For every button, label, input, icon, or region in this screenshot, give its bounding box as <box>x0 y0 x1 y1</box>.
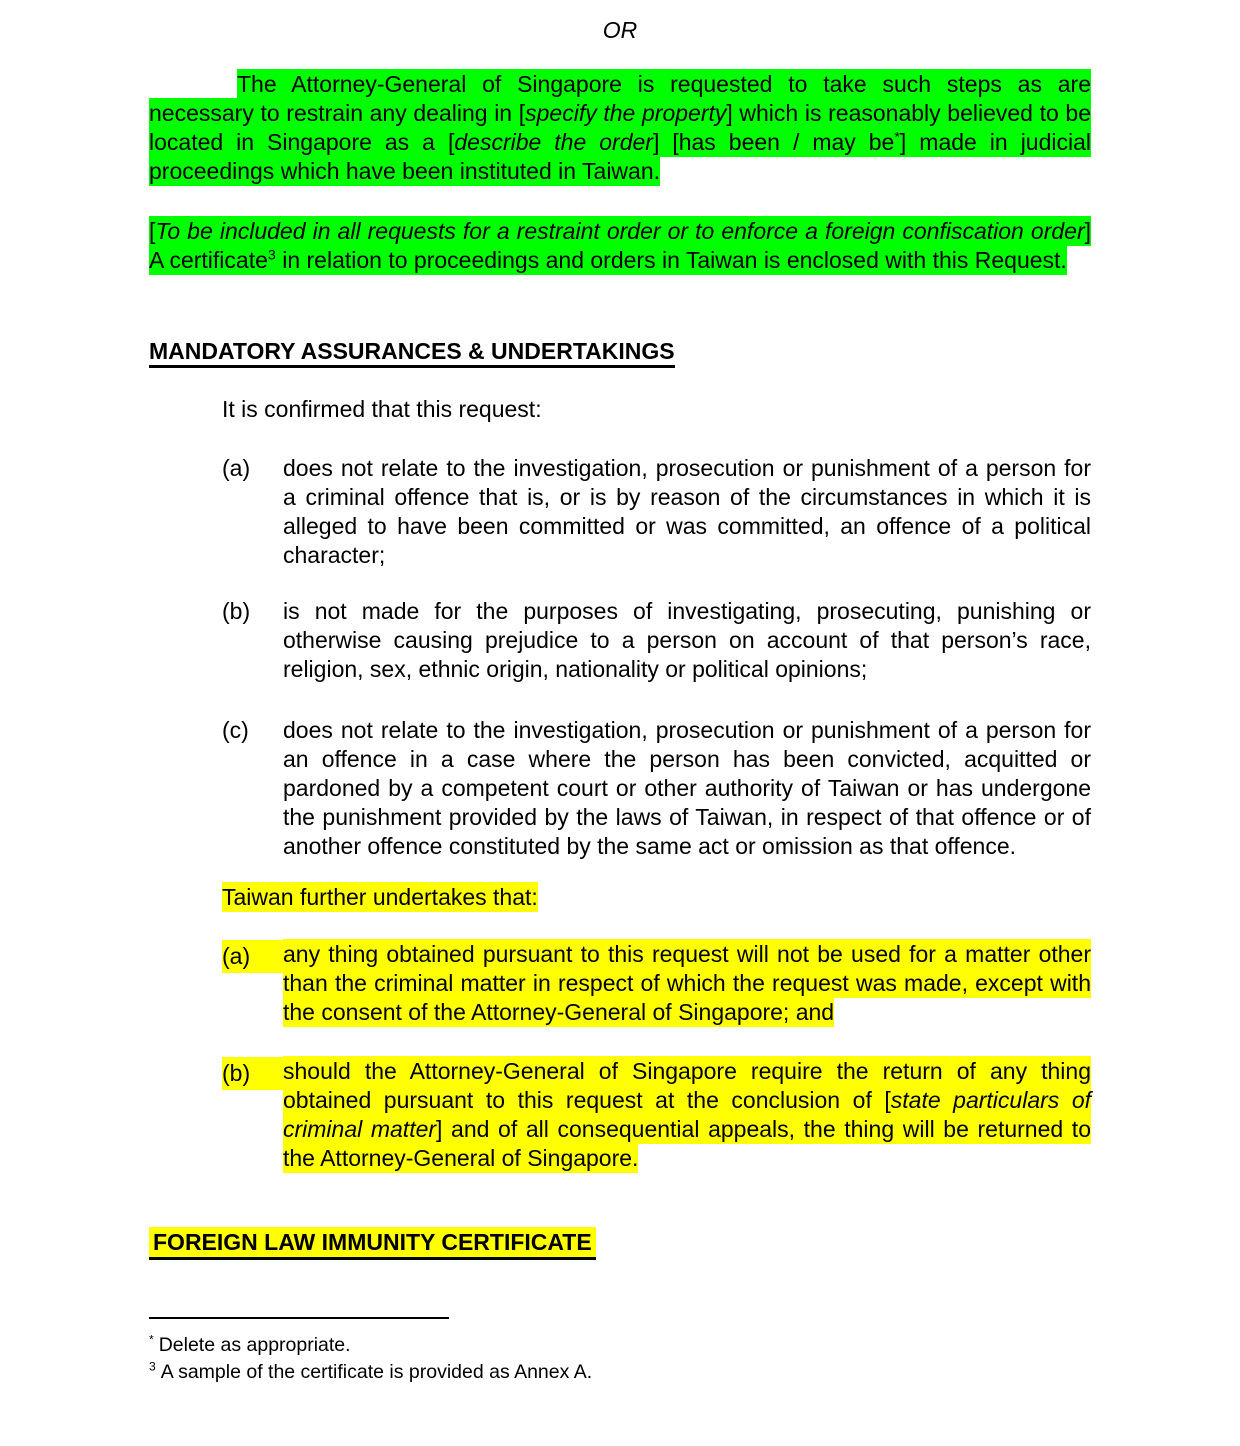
undertakes-item-a <box>222 940 1091 1027</box>
certificate-enclosed-paragraph <box>149 217 1091 275</box>
yellow-highlight: any thing obtained pursuant to this request will not be used for a matter other than the criminal matter in respect of which the request was made, except with the consent of the Attorney-General of Singapore; and <box>283 941 1091 1025</box>
bracket-open: [ <box>149 218 156 244</box>
footnote-text: Delete as appropriate. <box>158 1334 351 1356</box>
certificate-text-2: in relation to proceedings and orders in Taiwan is enclosed with this Request. <box>275 247 1067 273</box>
request-text-4: ] made in judicial proceedings which have been instituted in Taiwan. <box>149 129 1092 184</box>
yellow-highlight: Taiwan further undertakes that: <box>222 884 538 910</box>
yellow-highlight <box>283 1056 1091 1173</box>
foreign-law-heading-text: FOREIGN LAW IMMUNITY CERTIFICATE <box>149 1227 596 1260</box>
confirmed-intro: It is confirmed that this request: <box>222 396 542 422</box>
or-divider-label: OR <box>602 17 638 43</box>
request-text-1: The Attorney-General of Singapore is requested to take such steps as are necessary to restrain any dealing in [ <box>149 71 1091 126</box>
footnotes-section <box>149 1332 1091 1386</box>
item-text <box>283 1057 1091 1173</box>
footnote-text: A sample of the certificate is provided as Annex A. <box>160 1361 593 1383</box>
specify-property-placeholder: specify the property <box>525 100 727 126</box>
describe-order-placeholder: describe the order <box>454 129 653 155</box>
item-text: is not made for the purposes of investigating, prosecuting, punishing or otherwise causing prejudice to a person on account of that person’s race, religion, sex, ethnic origin, nationality or political opinions; <box>283 598 1091 682</box>
undertakes-item-b <box>222 1057 1091 1173</box>
mandatory-assurances-heading-text: MANDATORY ASSURANCES & UNDERTAKINGS <box>149 338 675 368</box>
mandatory-assurances-heading <box>149 337 1091 366</box>
footnote-3-marker: 3 <box>149 1359 156 1374</box>
inclusion-note: To be included in all requests for a restraint order or to enforce a foreign confiscation order <box>155 218 1085 244</box>
undertakes-b-text-1: should the Attorney-General of Singapore require the return of any thing obtained pursuant to this request at the conclusion of [ <box>283 1058 1091 1113</box>
item-marker: (a) <box>222 940 283 973</box>
restraint-request-paragraph <box>149 70 1091 186</box>
criminal-matter-placeholder: state particulars of criminal matter <box>283 1087 1091 1142</box>
item-text <box>283 940 1091 1027</box>
confirmed-item-b <box>222 597 1091 684</box>
footnote-delete-as-appropriate <box>149 1332 1091 1359</box>
green-highlight <box>149 69 1091 186</box>
item-marker: (b) <box>222 598 251 624</box>
item-marker: (b) <box>222 1057 283 1090</box>
certificate-text-1: ] A certificate <box>149 218 1091 273</box>
foreign-law-heading <box>149 1228 1091 1257</box>
item-text: does not relate to the investigation, prosecution or punishment of a person for a criminal offence that is, or is by reason of the circumstances in which it is alleged to have been committed or was committed, an offence of a political character; <box>283 455 1091 568</box>
request-text-2: ] which is reasonably believed to be located in Singapore as a [ <box>149 100 1092 155</box>
confirmed-item-a <box>222 454 1091 570</box>
footnote-3-ref: 3 <box>267 247 276 264</box>
undertakes-intro <box>222 883 1091 912</box>
undertakes-b-text-2: ] and of all consequential appeals, the thing will be returned to the Attorney-General of Singapore. <box>283 1116 1091 1171</box>
item-marker: (c) <box>222 717 249 743</box>
green-highlight <box>149 216 1091 275</box>
item-text: does not relate to the investigation, prosecution or punishment of a person for an offence in a case where the person has been convicted, acquitted or pardoned by a competent court or other authority of Taiwan or has undergone the punishment provided by the laws of Taiwan, in respect of that offence or of another offence constituted by the same act or omission as that offence. <box>283 717 1091 859</box>
footnote-separator <box>149 1317 449 1319</box>
item-marker: (a) <box>222 455 251 481</box>
asterisk-footnote-marker: * <box>149 1332 154 1347</box>
footnote-certificate-sample <box>149 1359 1091 1386</box>
asterisk-footnote-ref: * <box>894 129 900 146</box>
confirmed-item-c <box>222 716 1091 861</box>
request-text-3: ] [has been / may be <box>652 129 895 155</box>
